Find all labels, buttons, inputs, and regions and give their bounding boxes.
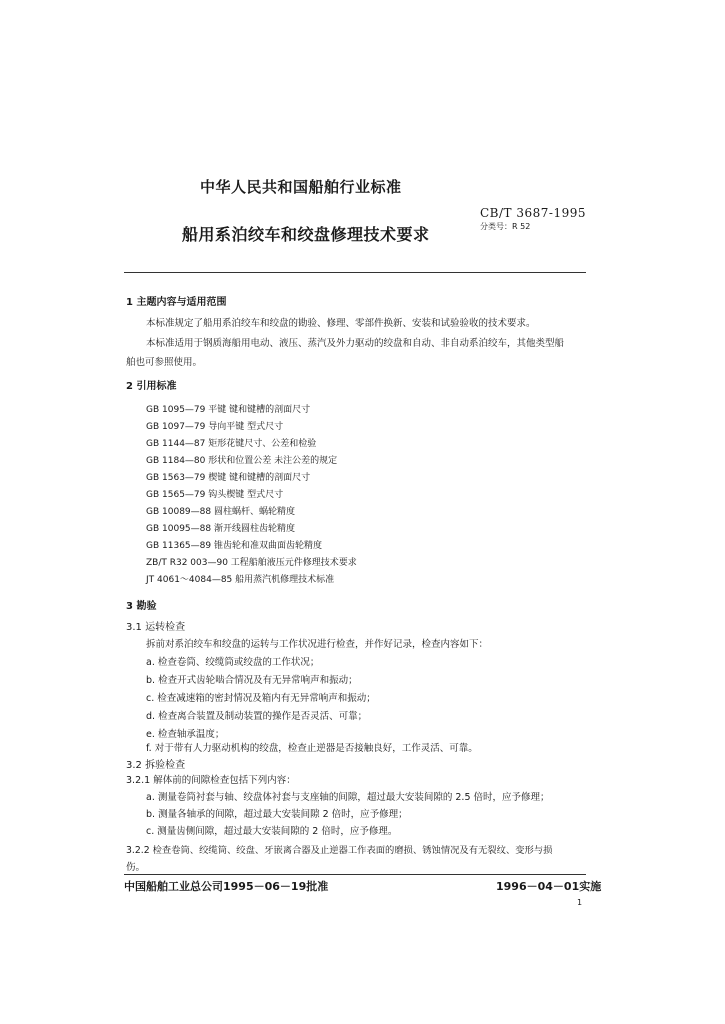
implementation-date: 1996－04－01实施	[496, 880, 602, 893]
section-1-heading: 1 主题内容与适用范围	[126, 297, 227, 308]
check-item: f. 对于带有人力驱动机构的绞盘，检查止逆器是否接触良好，工作灵活、可靠。	[146, 743, 478, 754]
issuing-authority-header: 中华人民共和国船舶行业标准	[200, 178, 402, 196]
section-3-1-intro: 拆前对系泊绞车和绞盘的运转与工作状况进行检查，并作好记录，检查内容如下：	[146, 639, 489, 650]
section-1-paragraph-2-line-1: 本标准适用于钢质海船用电动、液压、蒸汽及外力驱动的绞盘和自动、非自动系泊绞车，其他类型船	[146, 338, 565, 349]
approval-date: 中国船舶工业总公司1995－06－19批准	[124, 880, 329, 893]
reference-standard-item: GB 1144—87 矩形花键尺寸、公差和检验	[146, 439, 317, 449]
reference-standard-item: GB 10095—88 渐开线圆柱齿轮精度	[146, 524, 295, 534]
reference-standard-item: JT 4061～4084—85 船用蒸汽机修理技术标准	[146, 575, 335, 585]
reference-standard-item: GB 1097—79 导向平键 型式尺寸	[146, 422, 284, 432]
section-3-heading: 3 勘验	[126, 601, 157, 612]
reference-standard-item: GB 1184—80 形状和位置公差 未注公差的规定	[146, 456, 338, 466]
section-3-2-heading: 3.2 拆验检查	[126, 760, 186, 771]
page-number: 1	[577, 898, 583, 907]
standard-code: CB/T 3687-1995	[480, 206, 586, 220]
section-3-1-heading: 3.1 运转检查	[126, 622, 186, 633]
section-3-2-2-line-2: 伤。	[126, 862, 146, 873]
section-1-paragraph-1: 本标准规定了船用系泊绞车和绞盘的勘验、修理、零部件换新、安装和试验验收的技术要求。	[146, 318, 536, 329]
check-item: c. 检查减速箱的密封情况及箱内有无异常响声和振动；	[146, 693, 376, 704]
clearance-item: a. 测量卷筒衬套与轴、绞盘体衬套与支座轴的间隙，超过最大安装间隙的 2.5 倍时，应予修理；	[146, 792, 550, 803]
classification-number: 分类号：R 52	[480, 222, 531, 231]
section-3-2-1-text: 3.2.1 解体前的间隙检查包括下列内容：	[126, 775, 296, 786]
check-item: d. 检查离合装置及制动装置的操作是否灵活、可靠；	[146, 711, 368, 722]
document-title: 船用系泊绞车和绞盘修理技术要求	[182, 225, 430, 244]
section-1-paragraph-2-line-2: 舶也可参照使用。	[126, 357, 203, 368]
section-3-2-2-line-1: 3.2.2 检查卷筒、绞缆筒、绞盘、牙嵌离合器及止逆器工作表面的磨损、锈蚀情况及有无裂纹、变形与损	[126, 845, 553, 856]
reference-standard-item: GB 1095—79 平键 键和键槽的剖面尺寸	[146, 405, 311, 415]
clearance-item: b. 测量各轴承的间隙，超过最大安装间隙 2 倍时，应予修理；	[146, 809, 408, 820]
clearance-item: c. 测量齿侧间隙，超过最大安装间隙的 2 倍时，应予修理。	[146, 826, 398, 837]
reference-standard-item: GB 1565—79 钩头楔键 型式尺寸	[146, 490, 284, 500]
reference-standard-item: ZB/T R32 003—90 工程船舶液压元件修理技术要求	[146, 558, 357, 568]
section-2-heading: 2 引用标准	[126, 381, 177, 392]
footer-divider	[124, 874, 586, 875]
reference-standard-item: GB 10089—88 圆柱蜗杆、蜗轮精度	[146, 507, 295, 517]
header-divider	[124, 272, 586, 273]
reference-standard-item: GB 1563—79 楔键 键和键槽的剖面尺寸	[146, 473, 311, 483]
check-item: a. 检查卷筒、绞缆筒或绞盘的工作状况；	[146, 657, 320, 668]
check-item: b. 检查开式齿轮啮合情况及有无异常响声和振动；	[146, 675, 358, 686]
reference-standard-item: GB 11365—89 锥齿轮和准双曲面齿轮精度	[146, 541, 322, 551]
check-item: e. 检查轴承温度；	[146, 729, 225, 740]
